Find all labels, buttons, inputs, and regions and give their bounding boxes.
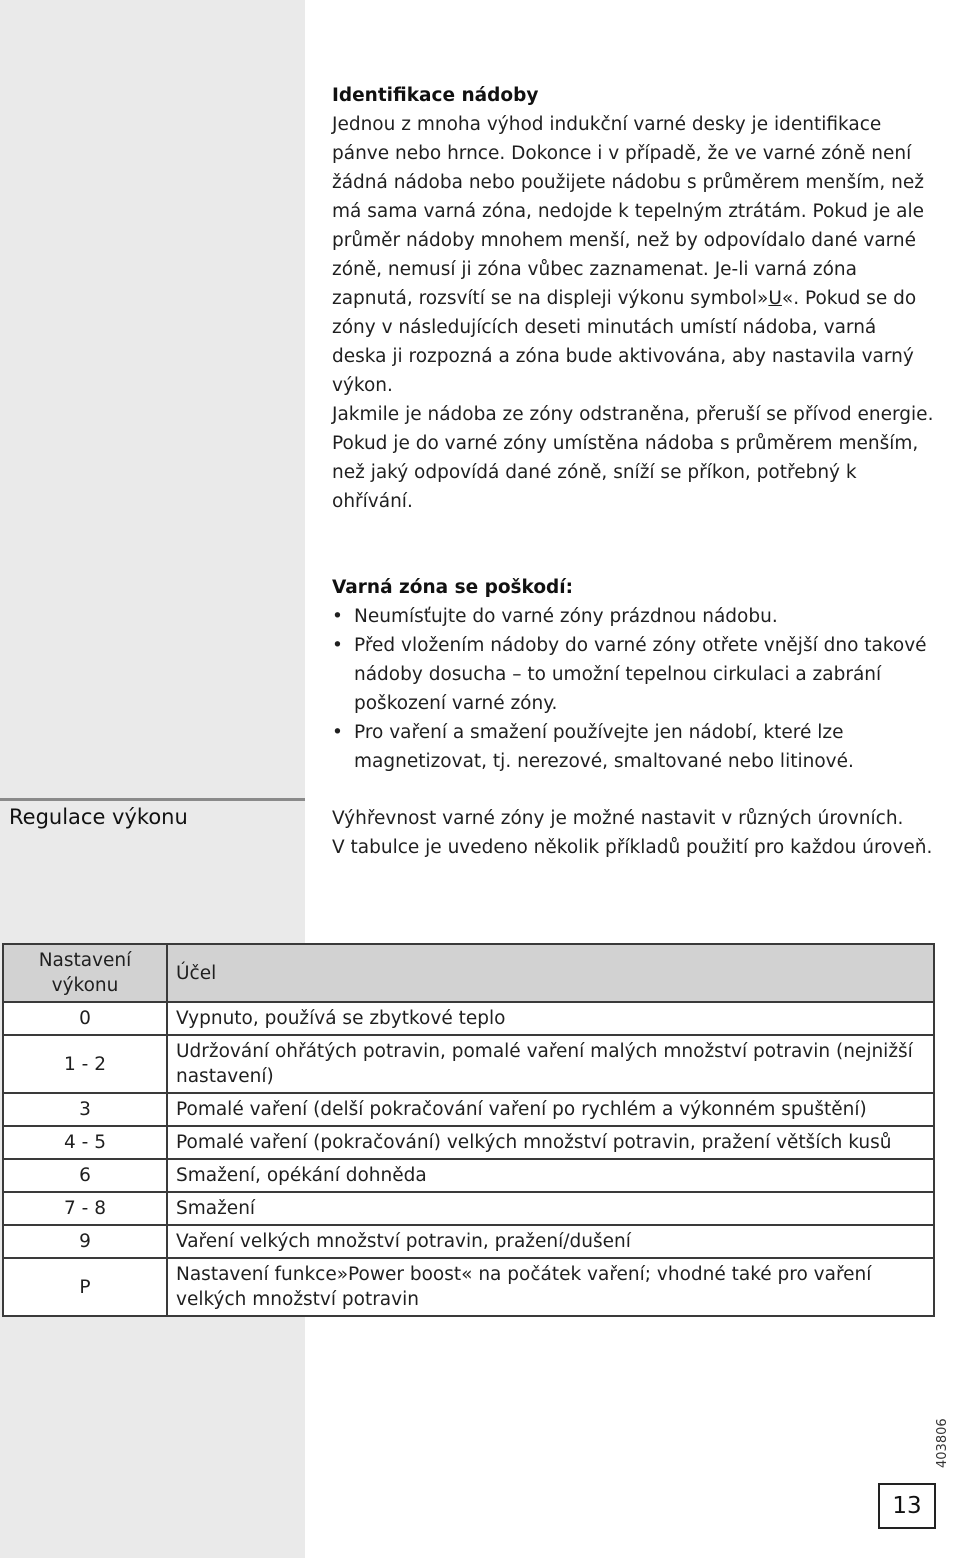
setting-cell: 1 - 2 [3,1035,167,1093]
purpose-cell: Smažení, opékání dohněda [167,1159,934,1192]
identification-paragraph-1: Jednou z mnoha výhod indukční varné desky je identifikace pánve nebo hrnce. Dokonce i v případě, že ve varné zóně není žádná nádoba nebo použijete nádobu s průměrem menším, než má sama varná zóna, nedojde k tepelným ztrátám. Pokud je ale průměr nádoby mnohem menší, než by odpovídalo dané varné zóně, nemusí ji zóna vůbec zaznamenat. Je-li varná zóna zapnutá, rozsvítí se na displeji výkonu symbol»U«. Pokud se do zóny v následujících deseti minutách umístí nádoba, varná deska ji rozpozná a zóna bude aktivována, aby nastavila varný výkon. [332,114,925,396]
identification-heading: Identifikace nádoby [332,85,539,106]
setting-cell: 9 [3,1225,167,1258]
setting-cell: 0 [3,1002,167,1035]
table-row [3,1002,934,1035]
left-margin-column [0,0,305,1558]
u-symbol: U [768,288,782,309]
table-row [3,1126,934,1159]
table-row [3,1035,934,1093]
identification-paragraph-2: Jakmile je nádoba ze zóny odstraněna, přeruší se přívod energie. Pokud je do varné zóny umístěna nádoba s průměrem menším, než jaký odpovídá dané zóně, sníží se příkon, potřebný k ohřívání. [332,404,934,512]
table-row [3,1225,934,1258]
power-intro-2: V tabulce je uvedeno několik příkladů použití pro každou úroveň. [332,837,933,858]
power-intro-1: Výhřevnost varné zóny je možné nastavit v různých úrovních. [332,808,904,829]
damage-section [332,573,936,776]
setting-cell: 3 [3,1093,167,1126]
table-row [3,1192,934,1225]
damage-heading: Varná zóna se poškodí: [332,577,574,598]
page-number: 13 [878,1483,936,1529]
table-row [3,1159,934,1192]
purpose-cell: Udržování ohřátých potravin, pomalé vaření malých množství potravin (nejnižší nastavení) [167,1035,934,1093]
header-setting: Nastavení výkonu [3,944,167,1002]
header-purpose: Účel [167,944,934,1002]
purpose-cell: Vaření velkých množství potravin, pražení/dušení [167,1225,934,1258]
setting-cell: 4 - 5 [3,1126,167,1159]
damage-bullet: • Neumísťujte do varné zóny prázdnou nádobu. [332,602,936,631]
damage-bullet: • Pro vaření a smažení používejte jen nádobí, které lze magnetizovat, tj. nerezové, smaltované nebo litinové. [332,718,936,776]
purpose-cell: Smažení [167,1192,934,1225]
table-row [3,1258,934,1316]
purpose-cell: Nastavení funkce»Power boost« na počátek vaření; vhodné také pro vaření velkých množství potravin [167,1258,934,1316]
setting-cell: 7 - 8 [3,1192,167,1225]
power-intro [332,804,936,862]
section-divider [0,798,305,801]
identification-section [332,81,936,516]
power-section-title: Regulace výkonu [9,805,188,829]
setting-cell: 6 [3,1159,167,1192]
setting-cell: P [3,1258,167,1316]
table-row [3,1093,934,1126]
purpose-cell: Pomalé vaření (delší pokračování vaření po rychlém a výkonném spuštění) [167,1093,934,1126]
damage-bullet: • Před vložením nádoby do varné zóny otřete vnější dno takové nádoby dosucha – to umožní tepelnou cirkulaci a zabrání poškození varné zóny. [332,631,936,718]
power-settings-table [2,943,935,1317]
purpose-cell: Vypnuto, používá se zbytkové teplo [167,1002,934,1035]
table-header-row [3,944,934,1002]
document-number: 403806 [935,1418,950,1468]
purpose-cell: Pomalé vaření (pokračování) velkých množství potravin, pražení větších kusů [167,1126,934,1159]
damage-bullet-list [332,602,936,776]
